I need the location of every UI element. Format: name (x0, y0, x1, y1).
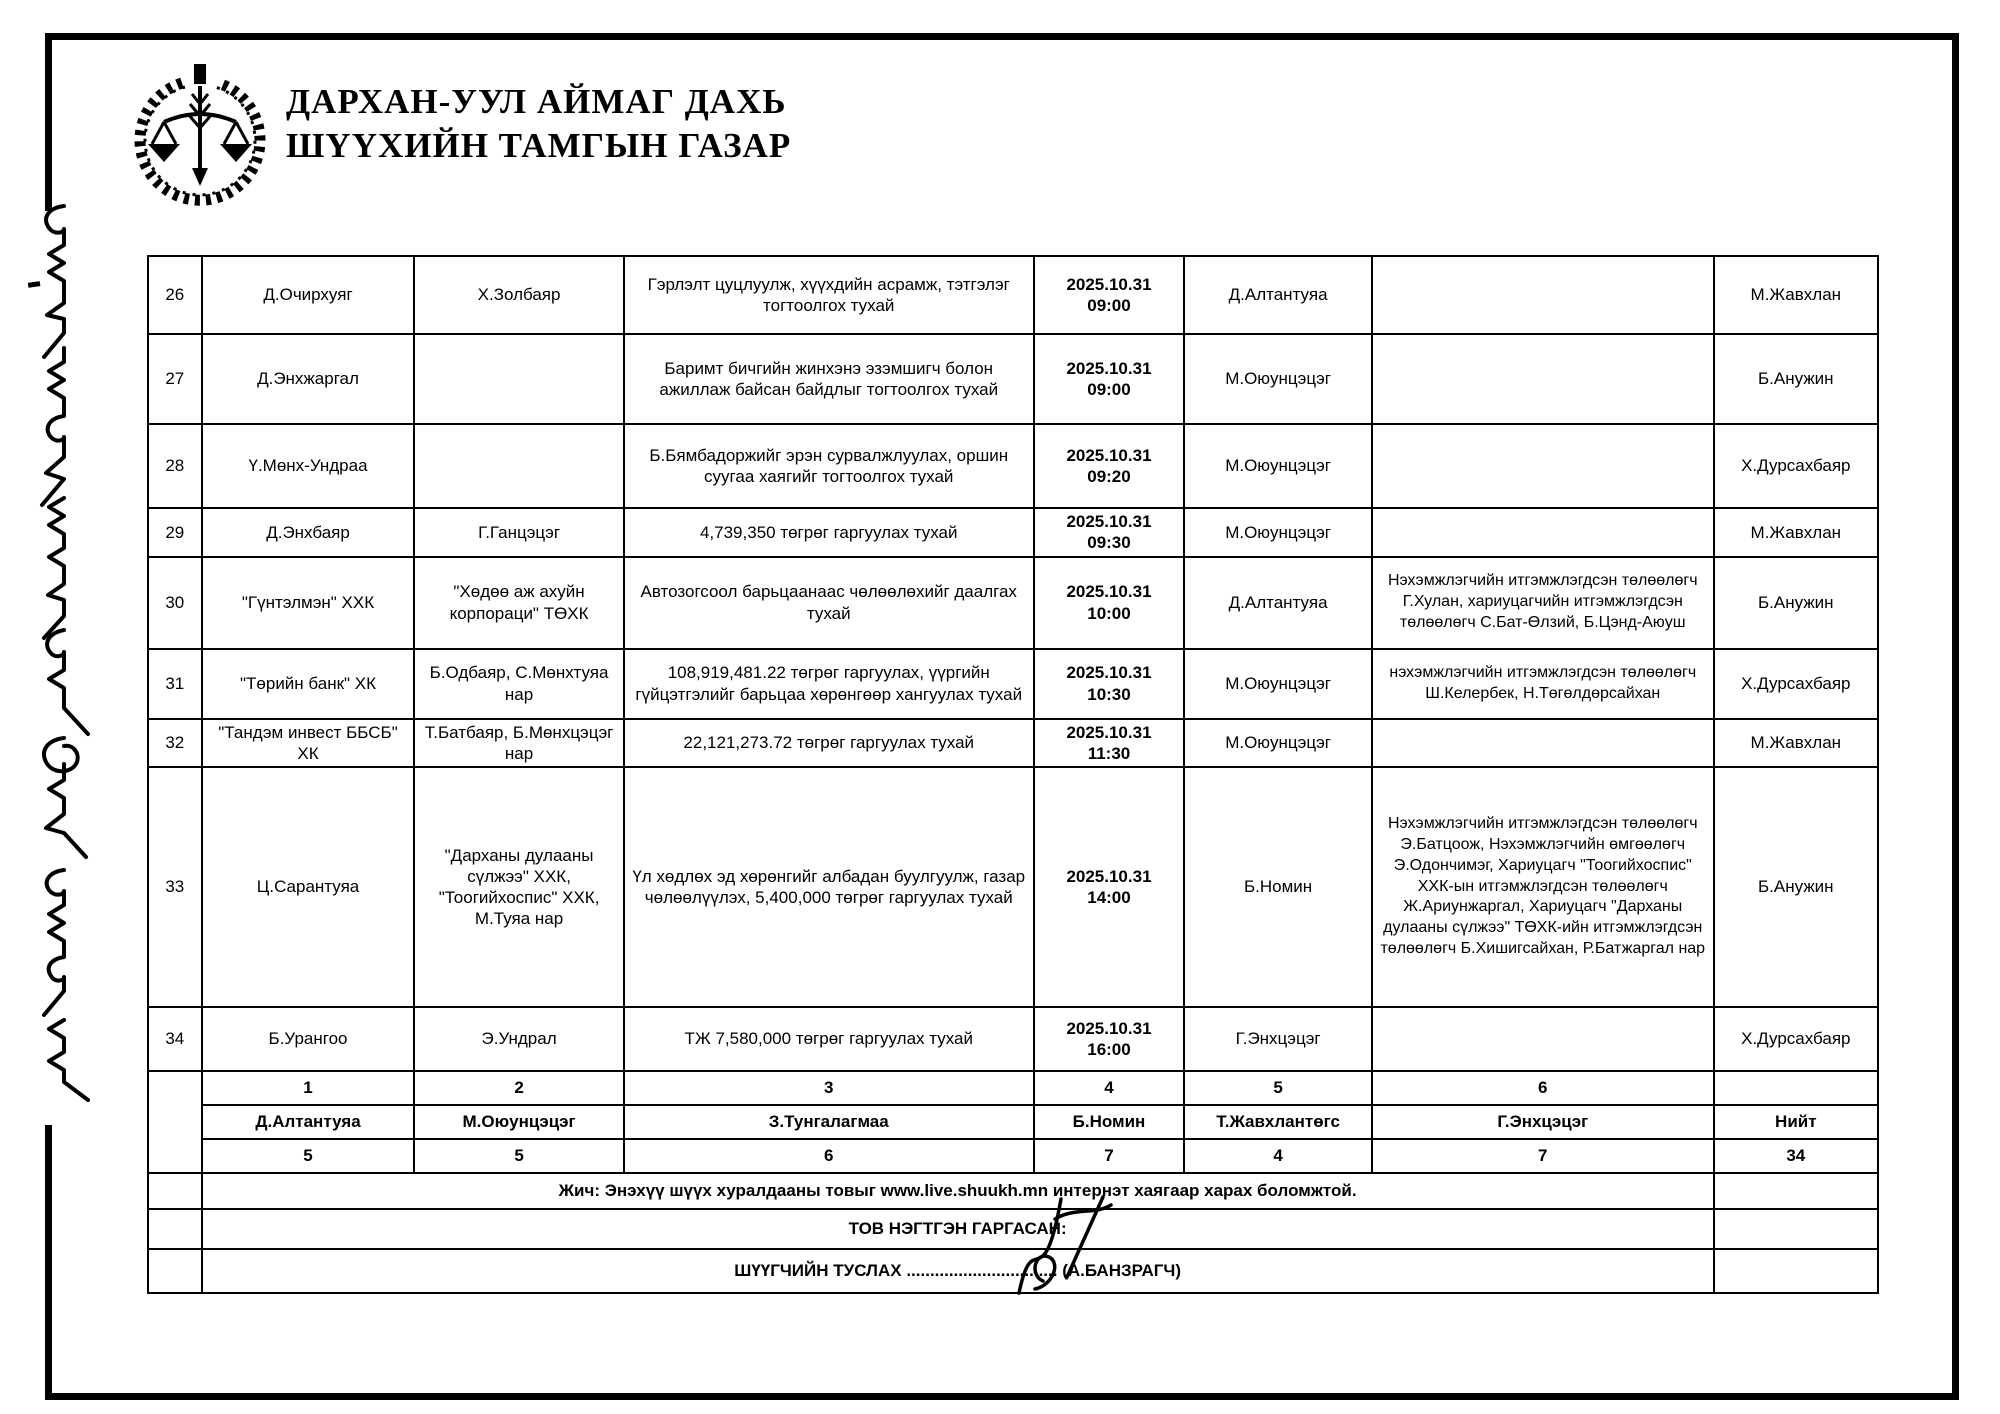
cell-defendant: "Дарханы дулааны сүлжээ" ХХК, "Тоогийхоспис" ХХК, М.Туяа нар (414, 767, 623, 1007)
cell-judge: М.Оюунцэцэг (1184, 649, 1372, 719)
cell-subject: ТЖ 7,580,000 төгрөг гаргуулах тухай (624, 1007, 1034, 1071)
cell-judge: М.Оюунцэцэг (1184, 508, 1372, 557)
cell-subject: Б.Бямбадоржийг эрэн сурвалжлуулах, оршин суугаа хаягийг тогтоолгох тухай (624, 424, 1034, 508)
cell-case-number: 28 (148, 424, 202, 508)
cell-clerk: Х.Дурсахбаяр (1714, 1007, 1878, 1071)
cell-defendant: "Хөдөө аж ахуйн корпораци" ТӨХК (414, 557, 623, 649)
prepared-left-cell (148, 1209, 202, 1249)
summary-number-empty (1714, 1071, 1878, 1105)
frame-border-right (1952, 33, 1959, 1400)
summary-number: 4 (1034, 1071, 1185, 1105)
cell-defendant: Э.Ундрал (414, 1007, 623, 1071)
summary-judges-row (148, 1105, 1878, 1139)
cell-datetime (1034, 424, 1185, 508)
summary-numbers-row (148, 1071, 1878, 1105)
summary-judge: М.Оюунцэцэг (414, 1105, 623, 1139)
cell-plaintiff: "Гүнтэлмэн" ХХК (202, 557, 415, 649)
cell-case-number: 34 (148, 1007, 202, 1071)
cell-datetime (1034, 1007, 1185, 1071)
cell-datetime (1034, 767, 1185, 1007)
cell-clerk: Х.Дурсахбаяр (1714, 424, 1878, 508)
cell-clerk: Б.Анужин (1714, 334, 1878, 424)
cell-participants (1372, 256, 1714, 334)
hearing-date: 2025.10.31 (1066, 1018, 1152, 1038)
cell-clerk: Б.Анужин (1714, 557, 1878, 649)
table-row (148, 508, 1878, 557)
cell-datetime (1034, 649, 1185, 719)
summary-number: 1 (202, 1071, 415, 1105)
table-row (148, 256, 1878, 334)
prepared-text: ТОВ НЭГТГЭН ГАРГАСАН: (202, 1209, 1714, 1249)
hearing-schedule-table (147, 255, 1879, 1294)
cell-clerk: М.Жавхлан (1714, 719, 1878, 768)
signature-line-text: ШҮҮГЧИЙН ТУСЛАХ ................................ (А.БАНЗРАГЧ) (202, 1249, 1714, 1293)
cell-judge: Б.Номин (1184, 767, 1372, 1007)
note-left-cell (148, 1173, 202, 1209)
cell-clerk: М.Жавхлан (1714, 508, 1878, 557)
cell-case-number: 33 (148, 767, 202, 1007)
table-row (148, 767, 1878, 1007)
frame-border-left-upper (45, 33, 52, 211)
hearing-date: 2025.10.31 (1066, 445, 1152, 465)
cell-subject: Автозогсоол барьцаанаас чөлөөлөхийг даалгах тухай (624, 557, 1034, 649)
summary-number: 2 (414, 1071, 623, 1105)
cell-defendant: Х.Золбаяр (414, 256, 623, 334)
cell-participants: Нэхэмжлэгчийн итгэмжлэгдсэн төлөөлөгч Г.Хулан, хариуцагчийн итгэмжлэгдсэн төлөөлөгч С.Бат-Өлзий, Б.Цэнд-Аюуш (1372, 557, 1714, 649)
summary-judge: Б.Номин (1034, 1105, 1185, 1139)
cell-defendant (414, 424, 623, 508)
hearing-date: 2025.10.31 (1066, 866, 1152, 886)
frame-border-bottom (45, 1393, 1959, 1400)
cell-subject: 22,121,273.72 төгрөг гаргуулах тухай (624, 719, 1034, 768)
org-title-line2: ШҮҮХИЙН ТАМГЫН ГАЗАР (286, 125, 792, 165)
cell-judge: Д.Алтантуяа (1184, 256, 1372, 334)
summary-judge: Г.Энхцэцэг (1372, 1105, 1714, 1139)
hearing-time: 11:30 (1087, 743, 1131, 763)
cell-case-number: 32 (148, 719, 202, 768)
cell-plaintiff: Ү.Мөнх-Ундраа (202, 424, 415, 508)
cell-participants (1372, 719, 1714, 768)
cell-plaintiff: Ц.Сарантуяа (202, 767, 415, 1007)
cell-participants (1372, 508, 1714, 557)
frame-border-left-lower (45, 1125, 52, 1400)
summary-judge: Т.Жавхлантөгс (1184, 1105, 1372, 1139)
summary-count: 4 (1184, 1139, 1372, 1173)
signature-right-cell (1714, 1249, 1878, 1293)
table-row (148, 334, 1878, 424)
summary-total-label: Нийт (1714, 1105, 1878, 1139)
cell-datetime (1034, 334, 1185, 424)
hearing-time: 10:30 (1087, 684, 1131, 704)
summary-total-value: 34 (1714, 1139, 1878, 1173)
cell-plaintiff: "Тандэм инвест ББСБ" ХК (202, 719, 415, 768)
table-row (148, 649, 1878, 719)
summary-count: 5 (414, 1139, 623, 1173)
cell-subject: Гэрлэлт цуцлуулж, хүүхдийн асрамж, тэтгэлэг тогтоолгох тухай (624, 256, 1034, 334)
summary-counts-row (148, 1139, 1878, 1173)
hearing-date: 2025.10.31 (1066, 512, 1152, 531)
cell-participants (1372, 1007, 1714, 1071)
hearing-time: 09:00 (1087, 380, 1131, 399)
hearing-date: 2025.10.31 (1066, 274, 1152, 294)
cell-subject: 108,919,481.22 төгрөг гаргуулах, үүргийн гүйцэтгэлийг барьцаа хөрөнгөөр хангуулах тухай (624, 649, 1034, 719)
cell-defendant: Г.Ганцэцэг (414, 508, 623, 557)
summary-judge: Д.Алтантуяа (202, 1105, 415, 1139)
table-row (148, 1007, 1878, 1071)
table-row (148, 719, 1878, 768)
cell-case-number: 31 (148, 649, 202, 719)
cell-plaintiff: Д.Очирхуяг (202, 256, 415, 334)
table-row (148, 557, 1878, 649)
summary-number: 5 (1184, 1071, 1372, 1105)
hearing-time: 09:20 (1087, 467, 1131, 486)
summary-number: 6 (1372, 1071, 1714, 1105)
hearing-date: 2025.10.31 (1066, 358, 1152, 378)
cell-judge: Д.Алтантуяа (1184, 557, 1372, 649)
summary-number: 3 (624, 1071, 1034, 1105)
hearing-time: 16:00 (1087, 1040, 1131, 1059)
cell-plaintiff: Д.Энхбаяр (202, 508, 415, 557)
cell-participants (1372, 334, 1714, 424)
cell-clerk: М.Жавхлан (1714, 256, 1878, 334)
cell-clerk: Б.Анужин (1714, 767, 1878, 1007)
hearing-date: 2025.10.31 (1066, 582, 1152, 602)
cell-case-number: 30 (148, 557, 202, 649)
hearing-time: 09:30 (1087, 533, 1131, 553)
summary-count: 7 (1034, 1139, 1185, 1173)
prepared-right-cell (1714, 1209, 1878, 1249)
cell-participants: нэхэмжлэгчийн итгэмжлэгдсэн төлөөлөгч Ш.Келербек, Н.Төгөлдөрсайхан (1372, 649, 1714, 719)
cell-participants: Нэхэмжлэгчийн итгэмжлэгдсэн төлөөлөгч Э.Батцоож, Нэхэмжлэгчийн өмгөөлөгч Э.Одончимэг, Хариуцагч "Тоогийхоспис" ХХК-ын итгэмжлэгдсэн төлөөлөгч Ж.Ариунжаргал, Хариуцагч "Дарханы дулааны сүлжээ" ТӨХК-ийн итгэмжлэгдсэн төлөөлөгч Б.Хишигсайхан, Р.Батжаргал нар (1372, 767, 1714, 1007)
cell-judge: М.Оюунцэцэг (1184, 719, 1372, 768)
signature-left-cell (148, 1249, 202, 1293)
table-row (148, 424, 1878, 508)
summary-count: 7 (1372, 1139, 1714, 1173)
hearing-time: 14:00 (1087, 888, 1131, 907)
cell-case-number: 29 (148, 508, 202, 557)
cell-datetime (1034, 557, 1185, 649)
cell-clerk: Х.Дурсахбаяр (1714, 649, 1878, 719)
cell-judge: М.Оюунцэцэг (1184, 424, 1372, 508)
note-right-cell (1714, 1173, 1878, 1209)
cell-datetime (1034, 719, 1185, 768)
cell-defendant (414, 334, 623, 424)
hearing-date: 2025.10.31 (1066, 722, 1152, 742)
cell-subject: Үл хөдлөх эд хөрөнгийг албадан буулгуулж, газар чөлөөлүүлэх, 5,400,000 төгрөг гаргуулах тухай (624, 767, 1034, 1007)
hearing-time: 09:00 (1087, 296, 1131, 315)
summary-count: 6 (624, 1139, 1034, 1173)
cell-subject: 4,739,350 төгрөг гаргуулах тухай (624, 508, 1034, 557)
cell-participants (1372, 424, 1714, 508)
summary-count: 5 (202, 1139, 415, 1173)
frame-border-top (45, 33, 1959, 40)
cell-datetime (1034, 508, 1185, 557)
cell-plaintiff: Д.Энхжаргал (202, 334, 415, 424)
cell-plaintiff: Б.Урангоо (202, 1007, 415, 1071)
organization-title (286, 80, 791, 168)
mongolian-vertical-script-icon (18, 198, 104, 1103)
hearing-time: 10:00 (1087, 603, 1131, 623)
cell-case-number: 26 (148, 256, 202, 334)
summary-left-cell (148, 1071, 202, 1173)
summary-judge: З.Тунгалагмаа (624, 1105, 1034, 1139)
cell-datetime (1034, 256, 1185, 334)
cell-case-number: 27 (148, 334, 202, 424)
org-title-line1: ДАРХАН-УУЛ АЙМАГ ДАХЬ (286, 82, 787, 121)
cell-subject: Баримт бичгийн жинхэнэ эзэмшигч болон ажиллаж байсан байдлыг тогтоолгох тухай (624, 334, 1034, 424)
note-text: Жич: Энэхүү шүүх хуралдааны товыг www.live.shuukh.mn интернэт хаягаар харах боломжтой. (202, 1173, 1714, 1209)
hearing-date: 2025.10.31 (1066, 663, 1152, 683)
cell-plaintiff: "Төрийн банк" ХК (202, 649, 415, 719)
cell-judge: Г.Энхцэцэг (1184, 1007, 1372, 1071)
handwritten-signature-icon (985, 1185, 1145, 1300)
cell-defendant: Т.Батбаяр, Б.Мөнхцэцэг нар (414, 719, 623, 768)
court-logo-icon (130, 60, 270, 210)
cell-judge: М.Оюунцэцэг (1184, 334, 1372, 424)
cell-defendant: Б.Одбаяр, С.Мөнхтуяа нар (414, 649, 623, 719)
